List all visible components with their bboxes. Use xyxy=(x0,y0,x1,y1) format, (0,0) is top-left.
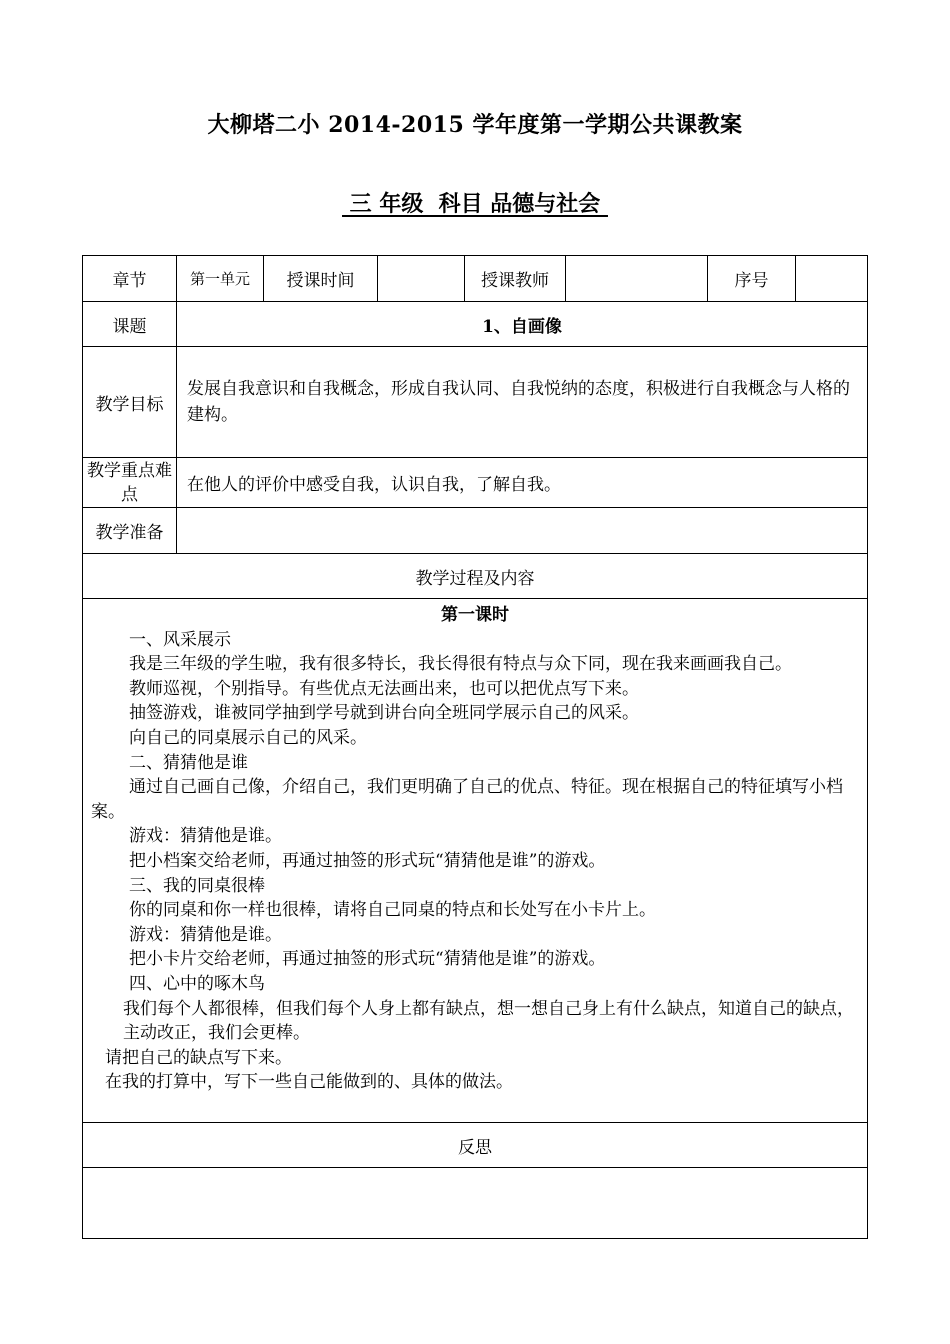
reflection-value xyxy=(83,1168,868,1239)
page-title: 大柳塔二小 2014-2015 学年度第一学期公共课教案 xyxy=(207,112,743,138)
table-row xyxy=(83,347,868,458)
table-row xyxy=(83,1123,868,1168)
section-heading: 四、心中的啄木鸟 xyxy=(129,973,265,994)
number-label: 序号 xyxy=(708,256,796,302)
time-label: 授课时间 xyxy=(264,256,378,302)
table-row xyxy=(83,599,868,1123)
process-label: 教学过程及内容 xyxy=(83,554,868,599)
process-line: 把小档案交给老师，再通过抽签的形式玩“猜猜他是谁”的游戏。 xyxy=(129,850,606,871)
key-label: 教学重点难点 xyxy=(83,458,177,508)
reflection-label: 反思 xyxy=(83,1123,868,1168)
process-line: 请把自己的缺点写下来。 xyxy=(105,1047,292,1068)
table-row xyxy=(83,508,868,554)
lesson-plan-table xyxy=(82,255,868,1239)
topic-label: 课题 xyxy=(83,302,177,347)
process-line: 抽签游戏，谁被同学抽到学号就到讲台向全班同学展示自己的风采。 xyxy=(129,703,639,724)
process-line: 教师巡视，个别指导。有些优点无法画出来，也可以把优点写下来。 xyxy=(129,678,639,699)
process-line: 向自己的同桌展示自己的风采。 xyxy=(129,727,367,748)
section-heading: 二、猜猜他是谁 xyxy=(129,752,248,773)
chapter-label: 章节 xyxy=(83,256,177,302)
process-line: 我是三年级的学生啦，我有很多特长，我长得很有特点与众下同，现在我来画画我自己。 xyxy=(129,654,792,675)
table-row xyxy=(83,302,868,347)
process-line: 在我的打算中，写下一些自己能做到的、具体的做法。 xyxy=(105,1072,513,1093)
table-row xyxy=(83,554,868,599)
goal-label: 教学目标 xyxy=(83,347,177,458)
page-subtitle xyxy=(0,187,950,218)
process-line: 游戏：猜猜他是谁。 xyxy=(129,826,282,847)
number-value xyxy=(796,256,868,302)
lesson-title: 第一课时 xyxy=(441,605,509,625)
process-line: 我们每个人都很棒，但我们每个人身上都有缺点，想一想自己身上有什么缺点，知道自己的缺点，主动改正，我们会更棒。 xyxy=(123,998,854,1044)
key-value: 在他人的评价中感受自我，认识自我，了解自我。 xyxy=(177,458,868,508)
process-content xyxy=(83,599,868,1123)
chapter-value: 第一单元 xyxy=(177,256,264,302)
table-row xyxy=(83,1168,868,1239)
section-heading: 一、风采展示 xyxy=(129,629,231,650)
process-line: 通过自己画自己像，介绍自己，我们更明确了自己的优点、特征。现在根据自己的特征填写小档案。 xyxy=(91,777,843,822)
table-row xyxy=(83,458,868,508)
goal-value: 发展自我意识和自我概念，形成自我认同、自我悦纳的态度，积极进行自我概念与人格的建构。 xyxy=(177,347,868,458)
time-value xyxy=(378,256,465,302)
process-line: 游戏：猜猜他是谁。 xyxy=(129,924,282,945)
prep-label: 教学准备 xyxy=(83,508,177,554)
subtitle-text: 三 年级 科目 品德与社会 xyxy=(342,191,608,217)
prep-value xyxy=(177,508,868,554)
table-row xyxy=(83,256,868,302)
teacher-value xyxy=(566,256,708,302)
teacher-label: 授课教师 xyxy=(465,256,566,302)
topic-value: 1、自画像 xyxy=(177,302,868,347)
process-line: 你的同桌和你一样也很棒，请将自己同桌的特点和长处写在小卡片上。 xyxy=(129,900,656,921)
process-line: 把小卡片交给老师，再通过抽签的形式玩“猜猜他是谁”的游戏。 xyxy=(129,949,606,970)
section-heading: 三、我的同桌很棒 xyxy=(129,875,265,896)
